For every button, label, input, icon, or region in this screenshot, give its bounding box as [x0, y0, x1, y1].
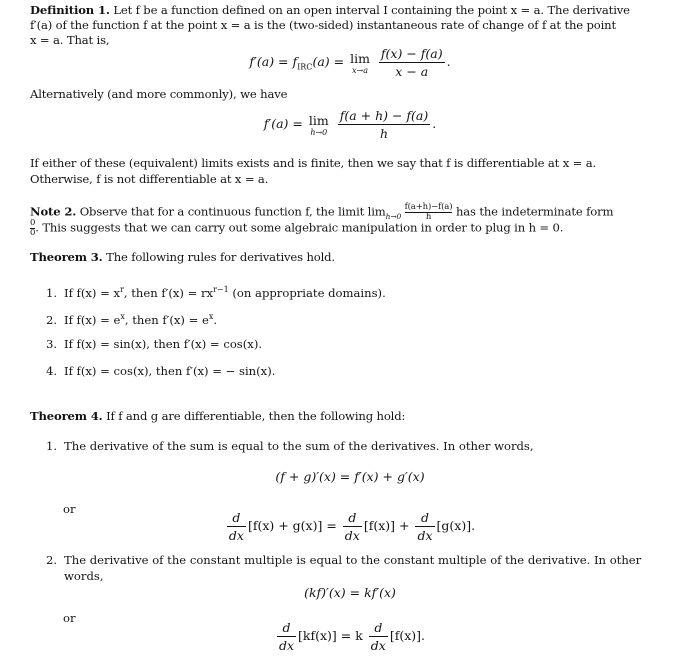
item-number: 2. [46, 553, 58, 567]
note-2-text-2: . This suggests that we can carry out some algebraic manipulation in order to plug in h = 0. [35, 220, 564, 235]
zero-den: 0 [30, 228, 36, 238]
d-dx-3 [415, 510, 434, 543]
eq2-lim-word: lim [308, 112, 329, 128]
alternatively-text: Alternatively (and more commonly), we have [30, 87, 288, 101]
theorem-3-item-1 [46, 282, 386, 301]
item-text: If f(x) = sin(x), then f′(x) = cos(x). [64, 337, 263, 351]
note-2-line-2 [30, 219, 664, 238]
d-num: d [343, 510, 362, 527]
d-num: d [369, 620, 388, 637]
note-2-text-b: has the indeterminate form [455, 204, 614, 219]
eq2-lhs: f′(a) = [263, 116, 303, 131]
item-number: 3. [46, 337, 58, 351]
eq1-subscript: IRC [297, 62, 313, 72]
theorem-4-item-1 [46, 438, 534, 454]
definition-1-closing-1: If either of these (equivalent) limits exists and is finite, then we say that f is differentiable at x = a. [30, 156, 597, 170]
d-num: d [227, 510, 246, 527]
d-den: dx [417, 528, 433, 543]
theorem-3-heading [30, 249, 664, 265]
note-2-text-a: Observe that for a continuous function f, the limit lim [79, 204, 386, 219]
d-num: d [277, 620, 296, 637]
const-leibniz-a: [kf(x)] = k [298, 628, 363, 643]
theorem-4-text: If f and g are differentiable, then the following hold: [106, 409, 406, 423]
const-leibniz-b: [f(x)]. [389, 628, 426, 643]
d-dx-1 [227, 510, 246, 543]
note-2-label: Note 2. [30, 204, 77, 219]
definition-1-equation-1: $f'(a) = f_{IRC}(a) = \lim$ x→a $\frac{f(x) - f(a)}{x - a}$ . [249, 46, 451, 79]
sum-rule-equation: (f + g)′(x) = f′(x) + g′(x) [275, 469, 425, 484]
note-2-lim-sub: h→0 [385, 211, 402, 221]
sum-rule-leibniz-equation [0, 510, 700, 543]
theorem-4-item-2 [46, 552, 666, 568]
item-text-1: The derivative of the constant multiple is equal to the constant multiple of the derivative. In other [64, 553, 642, 567]
zero-num: 0 [30, 218, 36, 228]
eq2-denominator: h [379, 126, 389, 141]
theorem-3-label: Theorem 3. [30, 250, 103, 264]
item-number: 4. [46, 364, 58, 378]
item-number: 1. [46, 285, 58, 300]
note-2-fraction-num: f(a+h)−f(a) [404, 202, 453, 212]
theorem-4-heading [30, 408, 664, 424]
theorem-4-item-2-cont: words, [64, 569, 104, 583]
item-text: If f(x) = cos(x), then f′(x) = − sin(x). [64, 364, 276, 378]
item-text: If f(x) = e [64, 312, 121, 327]
sum-leibniz-c: [g(x)]. [436, 518, 476, 533]
d-dx-4 [277, 620, 296, 653]
item-sup-2: r−1 [213, 285, 229, 294]
eq2-fraction [338, 108, 431, 141]
theorem-3-item-2 [46, 309, 217, 328]
d-den: dx [228, 528, 244, 543]
eq1-limit [350, 51, 370, 75]
item-number: 1. [46, 439, 58, 453]
d-den: dx [278, 638, 295, 653]
constant-multiple-equation: (kf)′(x) = kf′(x) [304, 585, 396, 600]
sum-leibniz-a: [f(x) + g(x)] = [247, 518, 337, 533]
eq1-lhs: f′(a) = f [249, 54, 298, 69]
constant-multiple-leibniz-equation [0, 620, 700, 653]
theorem-3-item-4 [46, 363, 275, 379]
item-sup-2: x [208, 312, 214, 321]
eq1-denominator: x − a [395, 64, 429, 79]
eq1-mid: (a) = [312, 54, 345, 69]
definition-1-line-3: x = a. That is, [30, 33, 110, 47]
item-number: 2. [46, 312, 58, 327]
eq2-lim-sub: h→0 [310, 127, 328, 137]
eq1-lim-word: lim [350, 50, 370, 66]
theorem-3-item-3 [46, 336, 262, 352]
d-den: dx [370, 638, 386, 653]
item-sup: x [120, 312, 125, 321]
definition-1-label: Definition 1. [30, 3, 110, 17]
definition-1-equation-2: f′(a) = lim h→0 $\frac{f(a + h) - f(a)}{h}$ . [263, 108, 437, 141]
definition-1-text-1: Let f be a function defined on an open interval I containing the point x = a. The derivative [113, 3, 630, 17]
definition-1-line-2: f′(a) of the function f at the point x = a is the (two-sided) instantaneous rate of change of f at the point [30, 18, 617, 32]
or-label-1: or [63, 502, 76, 516]
item-text: If f(x) = x [64, 285, 121, 300]
eq2-limit [309, 113, 329, 137]
item-text-3: . [213, 312, 218, 327]
d-den: dx [344, 528, 360, 543]
d-dx-5 [369, 620, 388, 653]
definition-1-closing-2: Otherwise, f is not differentiable at x = a. [30, 172, 269, 186]
eq1-numerator: f(x) − f(a) [380, 46, 443, 61]
item-text-3: (on appropriate domains). [228, 285, 386, 300]
or-label-2: or [63, 611, 76, 625]
item-text: The derivative of the sum is equal to the sum of the derivatives. In other words, [64, 439, 534, 453]
definition-1-line-1 [30, 2, 664, 18]
theorem-3-text: The following rules for derivatives hold. [106, 250, 335, 264]
item-text-2: , then f′(x) = e [124, 312, 209, 327]
theorem-4-label: Theorem 4. [30, 409, 103, 423]
eq1-lim-sub: x→a [352, 65, 368, 75]
note-2-fraction-den: h [425, 212, 432, 222]
item-text-2: , then f′(x) = rx [123, 285, 214, 300]
d-dx-2 [343, 510, 362, 543]
sum-leibniz-b: [f(x)] + [363, 518, 410, 533]
eq2-numerator: f(a + h) − f(a) [339, 108, 429, 123]
eq1-fraction [379, 46, 445, 79]
d-num: d [415, 510, 434, 527]
item-sup: r [120, 285, 124, 294]
